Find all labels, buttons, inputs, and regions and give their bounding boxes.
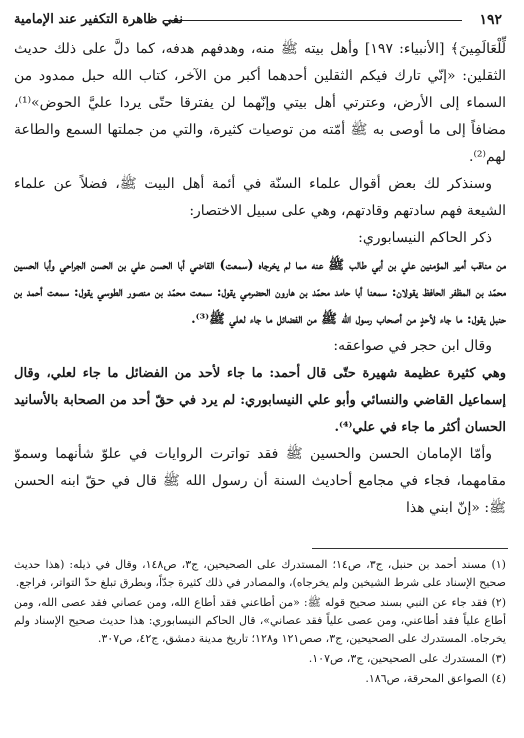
footnotes	[14, 556, 506, 690]
main-text	[14, 36, 506, 522]
paragraph: وسنذكر لك بعض أقوال علماء السنّة في أئمة أهل البيت ﷺ، فضلاً عن علماء الشيعة فهم سادتهم وقادتهم، وهي على سبيل الاختصار:	[14, 176, 506, 219]
paragraph: وأمّا الإمامان الحسن والحسين ﷺ فقد تواترت الروايات في علوّ شأنهما وسموّ مقامهما، فجاء في مجامع أحاديث السنة أن رسول الله ﷺ قال في حقّ ابنه الحسن ﷺ: «إنّ ابني هذا	[14, 446, 506, 516]
running-header	[14, 12, 502, 30]
paragraph: ذكر الحاكم النيسابوري:	[358, 230, 492, 246]
paragraph: وقال ابن حجر في صواعقه:	[333, 338, 492, 354]
page-number: ١٩٢	[479, 12, 502, 28]
quotation-ibn-hajar: وهي كثيرة عظيمة شهيرة حتّى قال أحمد: ما جاء لأحد من الفضائل ما جاء لعلي، وقال إسماعيل القاضي والنسائي وأبو علي النيسابوري: لم يرد في حقّ أحد من الصحابة بالأسانيد الحسان أكثر ما جاء في علي⁽⁴⁾.	[14, 366, 506, 435]
footnote: (١) مسند أحمد بن حنبل، ج٣، ص١٤؛ المستدرك على الصحيحين، ج٣، ص١٤٨، وقال في ذيله: (هذا حديث صحيح الإسناد على شرط الشيخين ولم يخرجاه)، والمصادر في ذلك كثيرة جدّاً، وبطرق تبلغ حدّ التواتر، فراجع.	[14, 558, 506, 589]
quotation-hakim: من مناقب أمير المؤمنين علي بن أبي طالب ﷺ عنه مما لم يخرجاه (سمعت) القاضي أبا الحسن علي بن الحسن الجراحي وأبا الحسين محمّد بن المظفر الحافظ يقولان: سمعنا أبا حامد محمّد بن هارون الحضرمي يقول: سمعت محمّد بن منصور الطوسي يقول: سمعت أحمد بن حنبل يقول: ما جاء لأحدٍ من أصحاب رسول الله ﷺ من الفضائل ما جاء لعلي ﷺ⁽³⁾.	[14, 258, 506, 327]
footnote-separator	[312, 548, 508, 549]
header-rule	[164, 20, 462, 21]
paragraph: لِّلْعَالَمِينَ﴾ [الأنبياء: ١٩٧] وأهل بيته ﷺ منه، وهدفهم هدفه، كما دلَّ على ذلك حديث الثقلين: «إنّي تارك فيكم الثقلين أحدهما أكبر من الآخر، كتاب الله حبل ممدود من السماء إلى الأرض، وعترتي أهل بيتي وإنّهما لن يفترقا حتّى يردا عليَّ الحوض»⁽¹⁾، مضافاً إلى ما أوصى به ﷺ أمّته من توصيات كثيرة، والتي من جملتها السمع والطاعة لهم⁽²⁾.	[14, 41, 507, 165]
running-title: نفي ظاهرة التكفير عند الإمامية	[14, 12, 183, 27]
footnote: (٤) الصواعق المحرقة، ص١٨٦.	[365, 672, 506, 685]
footnote: (٢) فقد جاء عن النبي بسند صحيح قوله ﷺ: «من أطاعني فقد أطاع الله، ومن عصاني فقد عصى الله، ومن أطاع علياً فقد أطاعني، ومن عصى علياً فقد عصاني»، قال الحاكم النيسابوري: هذا حديث صحيح الإسناد ولم يخرجاه. المستدرك على الصحيحين، ج٣، صص١٢١ و١٢٨؛ تاريخ مدينة دمشق، ج٤٢، ص٣٠٧.	[14, 596, 506, 645]
footnote: (٣) المستدرك على الصحيحين، ج٣، ص١٠٧.	[308, 652, 506, 665]
